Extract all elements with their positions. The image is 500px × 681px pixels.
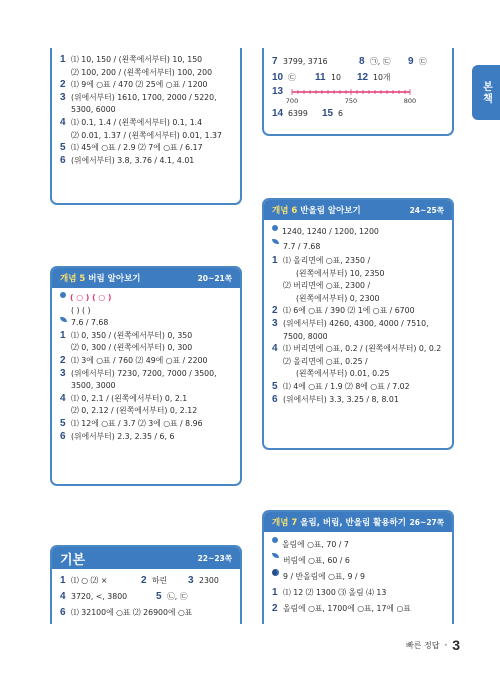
circle-answer: ( ○ ) ( ○ ) <box>60 292 232 305</box>
answer-line: 7500, 8000 <box>283 331 328 341</box>
answer-row-4: 4 ⑴ 버리면에 ○표, 0.2 / (왼쪽에서부터) 0, 0.2 <box>272 343 442 355</box>
answer-line: ( ) ( ) <box>71 305 91 315</box>
circle-icon <box>272 225 278 231</box>
answer-row-5: 5 ⑴ 4에 ○표 / 1.9 ⑵ 8에 ○표 / 7.02 <box>272 380 410 392</box>
footer-label: 빠른 정답 <box>406 640 440 650</box>
moon-icon <box>272 569 279 576</box>
answer-line: ⑵ 0, 300 / (왼쪽에서부터) 0, 300 <box>71 343 193 353</box>
panel-body <box>264 48 452 122</box>
circle-icon <box>60 292 66 298</box>
tick-label: 750 <box>344 97 358 105</box>
answer-row-6: 6 (위에서부터) 3.8, 3.76 / 4.1, 4.01 <box>60 154 195 166</box>
panel-header <box>264 200 452 220</box>
concept6-panel <box>262 198 454 450</box>
answer-row-5: 5 ⑴ 45에 ○표 / 2.9 ⑵ 7에 ○표 / 6.17 <box>60 142 203 154</box>
answer-row-6: 6 (위에서부터) 2.3, 2.35 / 6, 6 <box>60 430 175 442</box>
circle-answer: 1240, 1240 / 1200, 1200 <box>272 225 444 239</box>
answers-panel-top-left <box>50 48 242 205</box>
answer-line: ⑵ 버리면에 ○표, 2300 / <box>283 281 371 291</box>
answer-row-6: 6 (위에서부터) 3.3, 3.25 / 8, 8.01 <box>272 393 399 405</box>
page-footer <box>406 637 460 653</box>
answer-row-2: 2 ⑴ 9에 ○표 / 470 ⑵ 25에 ○표 / 1200 <box>60 79 208 91</box>
panel-title: 개념 7 올림, 버림, 반올림 활용하기 <box>272 518 406 528</box>
panel-body <box>264 220 452 406</box>
answer-row-1: 1 ⑴ ○ ⑵ × 2 하린 3 2300 <box>60 575 219 586</box>
answer-row-1: 1 ⑴ 12 ⑵ 1300 ⑶ 올림 ⑷ 13 <box>272 587 387 598</box>
answer-row-4: 4 3720, <, 3800 5 ㉡, ㉢ <box>60 591 188 602</box>
leaf-answer: 7.7 / 7.68 <box>272 239 444 255</box>
answer-row-2: 2 ⑴ 6에 ○표 / 390 ⑵ 1에 ○표 / 6700 <box>272 305 415 317</box>
answer-row-14: 14 6399 15 6 <box>272 108 343 119</box>
panel-body <box>52 569 240 621</box>
answer-row-3: 3 (위에서부터) 1610, 1700, 2000 / 5220, <box>60 91 217 103</box>
tick-label: 700 <box>285 97 299 105</box>
page-range: 22~23쪽 <box>197 553 232 563</box>
answer-line: ⑵ 올리면에 ○표, 0.25 / <box>283 356 368 366</box>
answer-row-3: 3 (위에서부터) 7230, 7200, 7000 / 3500, <box>60 367 217 379</box>
leaf-answer: 7.6 / 7.68 <box>60 317 232 330</box>
answer-line: ⑵ 100, 200 / (왼쪽에서부터) 100, 200 <box>71 67 213 77</box>
panel-title: 기본 <box>60 552 86 568</box>
answer-row-7: 7 3799, 3716 8 ㉠, ㉢ 9 ㉢ <box>272 56 427 67</box>
leaf-icon <box>272 239 279 244</box>
leaf-icon <box>272 553 279 558</box>
answer-line: (왼쪽에서부터) 0.01, 0.25 <box>296 369 390 379</box>
answer-row-1: 1 ⑴ 0, 350 / (왼쪽에서부터) 0, 350 <box>60 329 193 341</box>
answer-line: 3500, 3000 <box>71 381 116 391</box>
concept5-panel <box>50 266 242 486</box>
panel-body <box>52 288 240 443</box>
panel-title: 개념 6 반올림 알아보기 <box>272 206 361 216</box>
answer-line: (왼쪽에서부터) 0, 2300 <box>296 293 380 303</box>
panel-header <box>52 268 240 288</box>
answer-row-3: 3 (위에서부터) 4260, 4300, 4000 / 7510, <box>272 317 429 329</box>
answer-line: ⑵ 0.01, 1.37 / (왼쪽에서부터) 0.01, 1.37 <box>71 130 222 140</box>
answer-row-6: 6 ⑴ 32100에 ○표 ⑵ 26900에 ○표 <box>60 607 193 618</box>
answer-row-1: 1 ⑴ 올리면에 ○표, 2350 / <box>272 255 371 266</box>
page-range: 20~21쪽 <box>197 273 232 283</box>
panel-header <box>52 547 240 569</box>
leaf-answer: 버림에 ○표, 60 / 6 <box>272 553 444 569</box>
panel-body <box>264 532 452 617</box>
circle-icon <box>272 537 278 543</box>
page-range: 26~27쪽 <box>409 517 444 527</box>
answer-row-2: 2 ⑴ 3에 ○표 / 760 ⑵ 49에 ○표 / 2200 <box>60 354 208 366</box>
moon-answer: 9 / 반올림에 ○표, 9 / 9 <box>272 569 444 585</box>
answer-row-5: 5 ⑴ 12에 ○표 / 3.7 ⑵ 3에 ○표 / 8.96 <box>60 417 203 429</box>
answer-line: (왼쪽에서부터) 10, 2350 <box>296 268 385 278</box>
basic-panel <box>50 545 242 624</box>
page-range: 24~25쪽 <box>409 205 444 215</box>
panel-title: 개념 5 버림 알아보기 <box>60 274 141 284</box>
answer-row-4: 4 ⑴ 0.1, 1.4 / (왼쪽에서부터) 0.1, 1.4 <box>60 116 203 128</box>
circle-answer: 올림에 ○표, 70 / 7 <box>272 537 444 553</box>
panel-header <box>264 512 452 532</box>
page-number: 3 <box>452 637 460 653</box>
footer-divider: • <box>443 640 449 650</box>
panel-body <box>52 48 240 167</box>
leaf-icon <box>60 317 67 322</box>
answer-row-2: 2 올림에 ○표, 1700에 ○표, 17에 ○표 <box>272 603 411 614</box>
answer-line: ⑵ 0, 2.12 / (왼쪽에서부터) 0, 2.12 <box>71 406 198 416</box>
answer-line: 5300, 6000 <box>71 105 116 115</box>
answer-row-1: 1 ⑴ 10, 150 / (왼쪽에서부터) 10, 150 <box>60 54 203 65</box>
answer-row-10: 10 ㉢ 11 10 12 10개 <box>272 72 391 83</box>
answers-panel-top-right <box>262 48 454 136</box>
number-line <box>285 86 418 106</box>
concept7-panel <box>262 510 454 624</box>
tick-label: 800 <box>403 97 417 105</box>
answer-row-4: 4 ⑴ 0, 2.1 / (왼쪽에서부터) 0, 2.1 <box>60 392 188 404</box>
answer-row-13: 13 700 750 800 <box>272 86 417 105</box>
section-tab: 본책 <box>472 65 500 120</box>
